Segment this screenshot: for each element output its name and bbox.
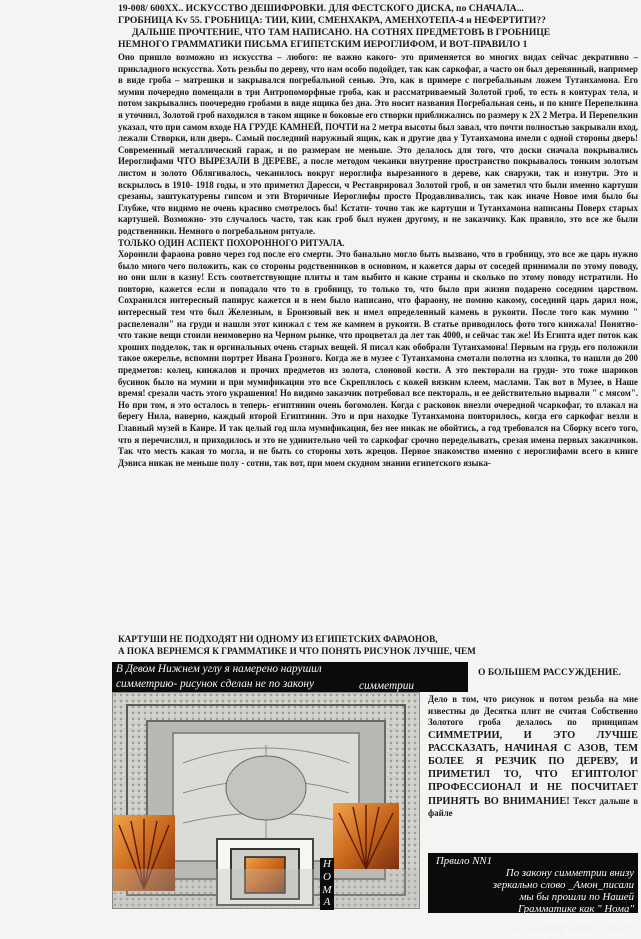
carving-photo-svg (113, 693, 419, 908)
lower-heading-1: КАРТУШИ НЕ ПОДХОДЯТ НИ ОДНОМУ ИЗ ЕГИПЕТСКИХ ФАРАОНОВ, (118, 634, 438, 644)
rule-box (428, 853, 638, 939)
vertical-letter: А (323, 896, 331, 909)
right-caps: СИММЕТРИИ, И ЭТО ЛУЧШЕ РАССКАЗАТЬ, НАЧИНАЯ С АЗОВ, ТЕМ БОЛЕЕ Я РЕЗЧИК ПО ДЕРЕВУ, И ПРИМЕТИЛ ТО, ЧТО ЕГИПТОЛОГ ПРОФЕССИОНАЛ И НЕ ПОСЧИТАЕТ ПРИНЯТЬ ВО ВНИМАНИЕ! (428, 729, 638, 807)
vertical-letter: О (323, 870, 331, 883)
paragraph-2: Хоронили фараона ровно через год после его смерти. Это банально могло быть вызвано, что в гробницу, это все же царь нужно было много чего положить, как со стороны родственников в основном, и кажется дары от соседей принимали по этому поводу, но они шли в казну! Есть соответствующие плиты и там выбито и какие страны и сколько по этому поводу истратили. Но повторю, кажется если и попадало что то в гробницу, то только то, что было при жизни подарено соседним царством. Сохранился интересный папирус кажется и в нем было написано, что фараону, не помню какому, соседний царь дарил нож, интересный тем что был Железным, в Бронзовый век и имел определенный камень в рукояти. После того как мумию " распеленали" на груди и нашли этот кинжал с тем же камнем в рукояти. В статье приводилось фото того кинжала! Понятно- что такие вещи стоили неимоверно на Черном рынке, что процветал да лет так 4000, и сейчас так же! Из Египта идет поток как хроших подделок, так и оргинальных очень старых вещей. Я писал как обобрали Тутанхамона! Первым на грудь его положили такое ожерелье, вспомни портрет Ивана Грозного. Когда же в музее с Тутанхамона смотали полотна из хлопка, то нашли до 200 предметов: колец, кинжалов и прочих предметов из золота, слоновой кости. А это пекторали на груди- это тоже шариков бусинок было на мумии и при мумификации это все Скреплялось с кожей вязким клеем, маслами. Так вот в Музее, в Наше время! срезали часть этого украшения! Но видимо заказчик потребовал все пектораль, и ее действительно вырвали " с мясом". Но при том, я это осталось в теперь- египтянин очень богомолен. Когда с расковок внезли очередной чсаркофаг, то плакал на берегу Нила, наверно, каждый второй Египтянин. Это и при находке Тутанхамона повторилось, когда его саркофаг везли в Главный музей в Каире. И так целый год шла мумификация, без нее никак не обойтись, а год требовался на Сборку всего того, что я перечислил, и приходилось и это не удивительно чей то саркофаг срочно переделывать, срезая имена первых заказчиков. Так что месть какая то могла, и не быть со стороны хоть жрецов. Первое знакомство именно с иероглифами всего в книге Дэвиса никак не меньше полу - сотни, так вот, при моем скудном знании египетского языка- (118, 249, 638, 468)
header-line-2: ГРОБНИЦА Kv 55. ГРОБНИЦА: ТИИ, КИИ, СМЕНХАКРА, АМЕНХОТЕПА-4 и НЕФЕРТИТИ?? (118, 15, 546, 26)
header-line-4: НЕМНОГО ГРАММАТИКИ ПИСЬМА ЕГИПЕТСКИМ ИЕРОГЛИФОМ, И ВОТ-ПРАВИЛО 1 (118, 39, 528, 50)
rule-line-6: на створке Золотого гроба (508, 927, 634, 939)
rule-line-5: именно так и писали (538, 915, 634, 927)
rule-title: Првило NN1 (436, 855, 493, 867)
caption-tag: симметрии (356, 679, 417, 694)
right-column-text (428, 694, 638, 819)
rule-line-1: По закону симметрии внизу (505, 867, 634, 879)
caption-overlay-right: О БОЛЬШЕМ РАССУЖДЕНИЕ. (478, 667, 622, 678)
rule-line-2: зеркально слово _Амон_писали (492, 879, 634, 891)
body-text (118, 52, 638, 469)
right-intro: Дело в том, что рисунок и потом резьба на мне известны до Десятка плит не считая Собственно Золотого гроба делалось по принципам (428, 694, 638, 727)
rule-line-4: Грамматике как " Нома" (517, 903, 634, 915)
rule-line-3: мы бы прошли по Нашей (519, 891, 634, 903)
vertical-letter: Н (323, 858, 331, 870)
right-tail: Текст дальше в файле (428, 795, 638, 818)
paragraph-1: Оно пришло возможно из искусства – любого: не важно какого- это применяется во многих видах сейчас декративно – прикладного искусства. Хоть резьбы по дереву, что нам особо подойдет, так как саркофаг, а часто он был деревянный, например в виде гроба – матрешки и закрывался погребальной сенью. Это, как в примере с погребальным ложем Тутанхамона. Его мумии почередно помещали в три Антропоморфные гроба, как и рассматриваемый Золотой гроб, то есть в контурах тела, и потом закрывались поочередно гробами в виде ящика без дна. Это носит названия Погребальная сень, и по книге Перепелкина я уточнил, Золотой гроб находился в таком ящике и боковые его створки приближались по размеру к 2Х 2 Метра. И Перепелкин указал, что при самом входе НА ГРУДЕ КАМНЕЙ, ПОЧТИ на 2 метра высоты был завал, что почти полностью закрывали вход, лежали Створки, или дверь. Самый последний наружный ящик, как и другие два у Тутанхамона имели с одной стороны дверь! Современный металлический гараж, и по размерам не меньше. Это делалось для того, что доски сначала покрывались Иероглифами ЧТО ВЫРЕЗАЛИ В ДЕРЕВЕ, а после методом чеканки внутренне пространство покрывалось тонким золотым листом и золото Облягивалось, чеканилось вокруг иероглифа вырезанного в дереве, как снаружи, так и изнутри. Это и вскрылось в 1910- 1918 годы, и это приметил Даресси, ч Реставрировал Золотой гроб, и он заметил что были именно картуши срезаны, заштукатурены гипсом и эти Вторичные Иероглифы просто Продавливались, так как иначе Новое имя было бы Глубже, что видимо не очень красиво смотрелось бы! Кстати- точно так же картуши и Тутанхамона написаны Поверх старых картушей. Возможно- это случалось часто, так как гроб был нужен другому, и не заказчику. Как правило, это все же были родственники. Немного о погребальном ритуале. (118, 52, 638, 236)
vertical-word (320, 858, 334, 910)
carving-photo (112, 692, 420, 909)
header-line-3: ДАЛЬШЕ ПРОЧТЕНИЕ, ЧТО ТАМ НАПИСАНО. НА СОТНЯХ ПРЕДМЕТОВЪ В ГРОБНИЦЕ (132, 27, 551, 38)
caption-line-2: симметрию- рисунок сделан не по закону (116, 678, 315, 690)
section-title: ТОЛЬКО ОДИН АСПЕКТ ПОХОРОННОГО РИТУАЛА. (118, 237, 345, 248)
header-line-1: 19-008/ 600XX.. ИСКУССТВО ДЕШИФРОВКИ. ДЛЯ ФЕСТСКОГО ДИСКА, по СНАЧАЛА... (118, 3, 524, 14)
caption-line-1: В Девом Нижнем углу я намерено нарушил (116, 663, 322, 675)
lower-heading-2: А ПОКА ВЕРНЕМСЯ К ГРАММАТИКЕ И ЧТО ПОНЯТЬ РИСУНОК ЛУЧШЕ, ЧЕМ (118, 646, 476, 656)
vertical-letter: М (322, 883, 332, 896)
